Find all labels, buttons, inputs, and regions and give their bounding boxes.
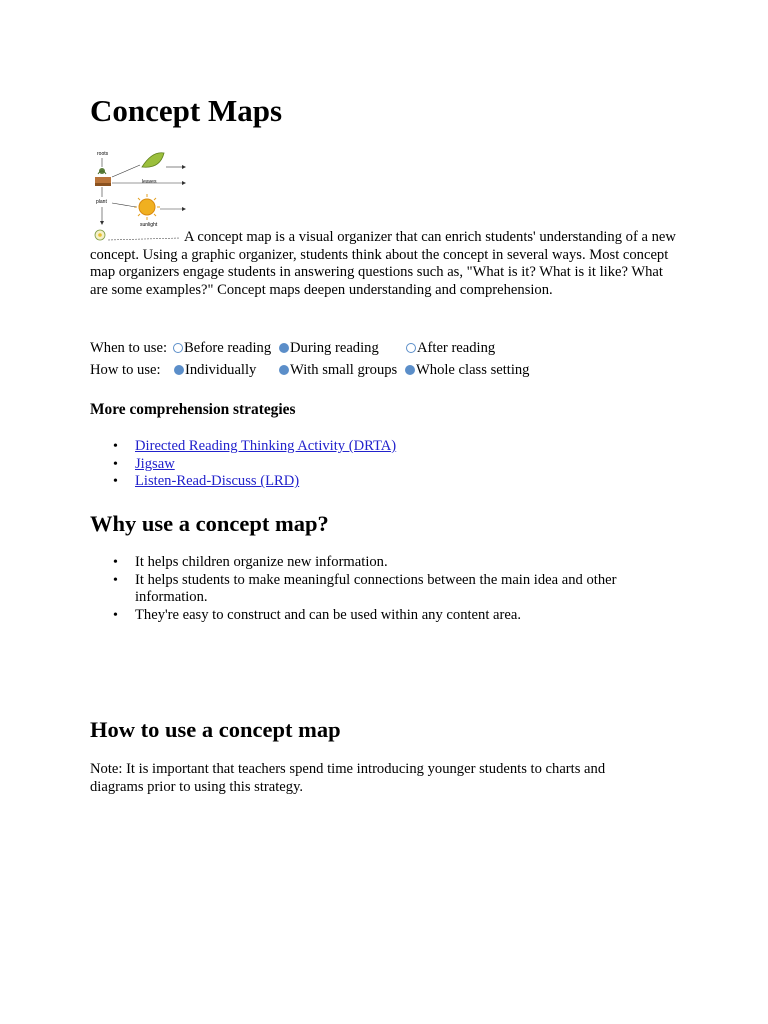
radio-empty-icon [173,343,183,353]
intro-paragraph [90,229,680,300]
option-before-reading: Before reading [173,339,271,357]
option-during-reading: During reading [279,339,379,357]
strategies-link-list [90,438,680,491]
page-title: Concept Maps [90,93,283,128]
figure-label-leaves: leaves [142,179,157,185]
radio-filled-icon [279,365,289,375]
list-item: • It helps students to make meaningful connections between the main idea and other information. [90,572,680,607]
intro-text: A concept map is a visual organizer that can enrich students' understanding of a new concept. Using a graphic organizer, students think about the concept in several ways. Most concept map organizers engage students in answering questions such as, "What is it? What is it like? What are some examples?" Concept maps deepen understanding and comprehension. [90,229,676,299]
option-whole-class: Whole class setting [405,361,529,379]
how-to-use-row [90,361,530,379]
radio-filled-icon [405,365,415,375]
link-drta[interactable]: Directed Reading Thinking Activity (DRTA) [135,438,397,454]
option-small-groups: With small groups [279,361,397,379]
radio-empty-icon [406,343,416,353]
list-item: • They're easy to construct and can be used within any content area. [90,607,680,625]
figure-label-roots: roots [97,151,109,157]
list-item [90,473,680,491]
link-lrd[interactable]: Listen-Read-Discuss (LRD) [135,473,300,490]
figure-label-sunlight: sunlight [140,222,158,228]
more-strategies-heading: More comprehension strategies [90,401,296,418]
option-individually: Individually [174,361,256,379]
list-item [90,456,680,474]
list-item: • It helps children organize new information. [90,554,680,572]
radio-filled-icon [174,365,184,375]
link-jigsaw[interactable]: Jigsaw [135,455,175,472]
how-heading: How to use a concept map [90,717,341,742]
when-to-use-label: When to use: [90,340,168,356]
when-to-use-row [90,339,496,357]
note-paragraph: Note: It is important that teachers spend time introducing younger students to charts and diagrams prior to using this strategy. [90,761,606,795]
how-to-use-label: How to use: [90,362,161,378]
why-heading: Why use a concept map? [90,511,329,536]
option-after-reading: After reading [406,339,495,357]
why-list [90,554,680,625]
radio-filled-icon [279,343,289,353]
list-item [90,438,680,456]
figure-label-plant: plant [96,199,107,205]
